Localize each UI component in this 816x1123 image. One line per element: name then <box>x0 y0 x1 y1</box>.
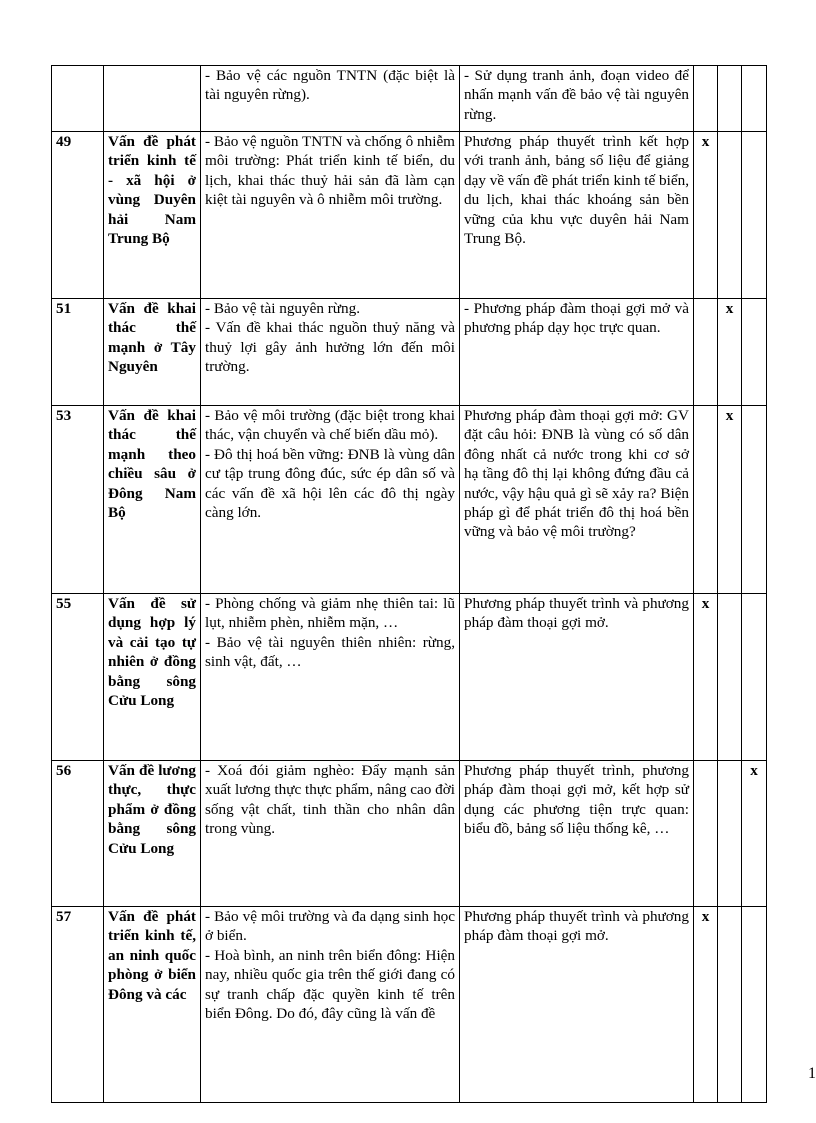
content-cell <box>201 761 460 907</box>
mark-cell-2 <box>718 907 742 1103</box>
content-cell <box>201 406 460 594</box>
method-cell: Phương pháp thuyết trình kết hợp với tranh ảnh, bảng số liệu để giảng dạy về vấn đề phát triển kinh tế biển, du lịch, khai thác khoáng sản bền vững của khu vực duyên hải Nam Trung Bộ. <box>460 132 694 299</box>
mark-cell-1: x <box>694 132 718 299</box>
topic-cell <box>104 66 201 132</box>
mark-cell-3 <box>742 907 767 1103</box>
lesson-number-cell: 53 <box>52 406 104 594</box>
content-paragraph: - Vấn đề khai thác nguồn thuỷ năng và thuỷ lợi gây ảnh hưởng lớn đến môi trường. <box>205 319 455 376</box>
topic-cell: Vấn đề khai thác thế mạnh theo chiều sâu ở Đông Nam Bộ <box>104 406 201 594</box>
lesson-number-cell <box>52 66 104 132</box>
content-paragraph: - Phòng chống và giảm nhẹ thiên tai: lũ lụt, nhiễm phèn, nhiễm mặn, … <box>205 595 455 632</box>
lesson-number-cell: 57 <box>52 907 104 1103</box>
method-cell: Phương pháp thuyết trình và phương pháp đàm thoại gợi mở. <box>460 907 694 1103</box>
content-cell <box>201 132 460 299</box>
mark-cell-3 <box>742 66 767 132</box>
mark-cell-1 <box>694 299 718 406</box>
method-cell: Phương pháp thuyết trình, phương pháp đàm thoại gợi mở, kết hợp sử dụng các phương tiện trực quan: biểu đồ, bảng số liệu thống kê, … <box>460 761 694 907</box>
lesson-number-cell: 51 <box>52 299 104 406</box>
content-paragraph: - Bảo vệ nguồn TNTN và chống ô nhiễm môi trường: Phát triển kinh tế biển, du lịch, khai thác thuỷ hải sản đã làm cạn kiệt tài nguyên và ô nhiễm môi trường. <box>205 133 455 209</box>
content-paragraph: - Bảo vệ môi trường (đặc biệt trong khai thác, vận chuyển và chế biến dầu mỏ). <box>205 407 455 444</box>
method-cell: - Sử dụng tranh ảnh, đoạn video để nhấn mạnh vấn đề bảo vệ tài nguyên rừng. <box>460 66 694 132</box>
page-number: 1 <box>808 1065 816 1082</box>
mark-cell-2: x <box>718 299 742 406</box>
lesson-number-cell: 56 <box>52 761 104 907</box>
content-paragraph: - Bảo vệ môi trường và đa dạng sinh học ở biển. <box>205 908 455 945</box>
topic-cell: Vấn đề phát triển kinh tế, an ninh quốc phòng ở biển Đông và các <box>104 907 201 1103</box>
topic-cell: Vấn đề phát triển kinh tế - xã hội ở vùng Duyên hải Nam Trung Bộ <box>104 132 201 299</box>
topic-cell: Vấn đề khai thác thế mạnh ở Tây Nguyên <box>104 299 201 406</box>
content-paragraph: - Hoà bình, an ninh trên biển đông: Hiện nay, nhiều quốc gia trên thế giới đang có sự tranh chấp đặc quyền kinh tế trên biển Đông. Do đó, đây cũng là vấn đề <box>205 946 455 1023</box>
mark-cell-2: x <box>718 406 742 594</box>
table-row <box>52 132 767 299</box>
lesson-number-cell: 49 <box>52 132 104 299</box>
mark-cell-1 <box>694 66 718 132</box>
content-cell <box>201 907 460 1103</box>
mark-cell-3 <box>742 594 767 761</box>
method-cell: Phương pháp thuyết trình và phương pháp đàm thoại gợi mở. <box>460 594 694 761</box>
content-paragraph: - Xoá đói giảm nghèo: Đẩy mạnh sản xuất lương thực thực phẩm, nâng cao đời sống vật chất, tinh thần cho nhân dân trong vùng. <box>205 762 455 838</box>
content-cell <box>201 299 460 406</box>
mark-cell-3 <box>742 406 767 594</box>
mark-cell-1: x <box>694 907 718 1103</box>
table-row <box>52 299 767 406</box>
method-cell: Phương pháp đàm thoại gợi mở: GV đặt câu hỏi: ĐNB là vùng có số dân đông nhất cả nước trong khi cơ sở hạ tầng đô thị lại không đứng đầu cả nước, vậy hậu quả gì sẽ xảy ra? Biện pháp gì để phát triển đô thị hoá bền vững và bảo vệ môi trường? <box>460 406 694 594</box>
mark-cell-3 <box>742 132 767 299</box>
mark-cell-2 <box>718 594 742 761</box>
content-paragraph: - Bảo vệ tài nguyên thiên nhiên: rừng, sinh vật, đất, … <box>205 633 455 671</box>
mark-cell-2 <box>718 66 742 132</box>
topic-cell: Vấn đề sử dụng hợp lý và cải tạo tự nhiên ở đồng bằng sông Cửu Long <box>104 594 201 761</box>
mark-cell-3 <box>742 299 767 406</box>
table-row <box>52 761 767 907</box>
table-row <box>52 594 767 761</box>
method-cell: - Phương pháp đàm thoại gợi mở và phương pháp dạy học trực quan. <box>460 299 694 406</box>
mark-cell-1: x <box>694 594 718 761</box>
content-paragraph: - Bảo vệ các nguồn TNTN (đặc biệt là tài nguyên rừng). <box>205 67 455 104</box>
mark-cell-3: x <box>742 761 767 907</box>
content-cell <box>201 594 460 761</box>
mark-cell-2 <box>718 761 742 907</box>
content-paragraph: - Bảo vệ tài nguyên rừng. <box>205 300 361 317</box>
table-row <box>52 907 767 1103</box>
content-paragraph: - Đô thị hoá bền vững: ĐNB là vùng dân cư tập trung đông đúc, sức ép dân số và các vấn đề xã hội lên các đô thị ngày càng lớn. <box>205 445 455 522</box>
table-body <box>52 66 767 1103</box>
table-row <box>52 66 767 132</box>
mark-cell-1 <box>694 406 718 594</box>
table-row <box>52 406 767 594</box>
content-cell <box>201 66 460 132</box>
mark-cell-2 <box>718 132 742 299</box>
mark-cell-1 <box>694 761 718 907</box>
lesson-plan-table <box>51 65 767 1103</box>
topic-cell: Vấn đề lương thực, thực phẩm ở đồng bằng sông Cửu Long <box>104 761 201 907</box>
lesson-number-cell: 55 <box>52 594 104 761</box>
